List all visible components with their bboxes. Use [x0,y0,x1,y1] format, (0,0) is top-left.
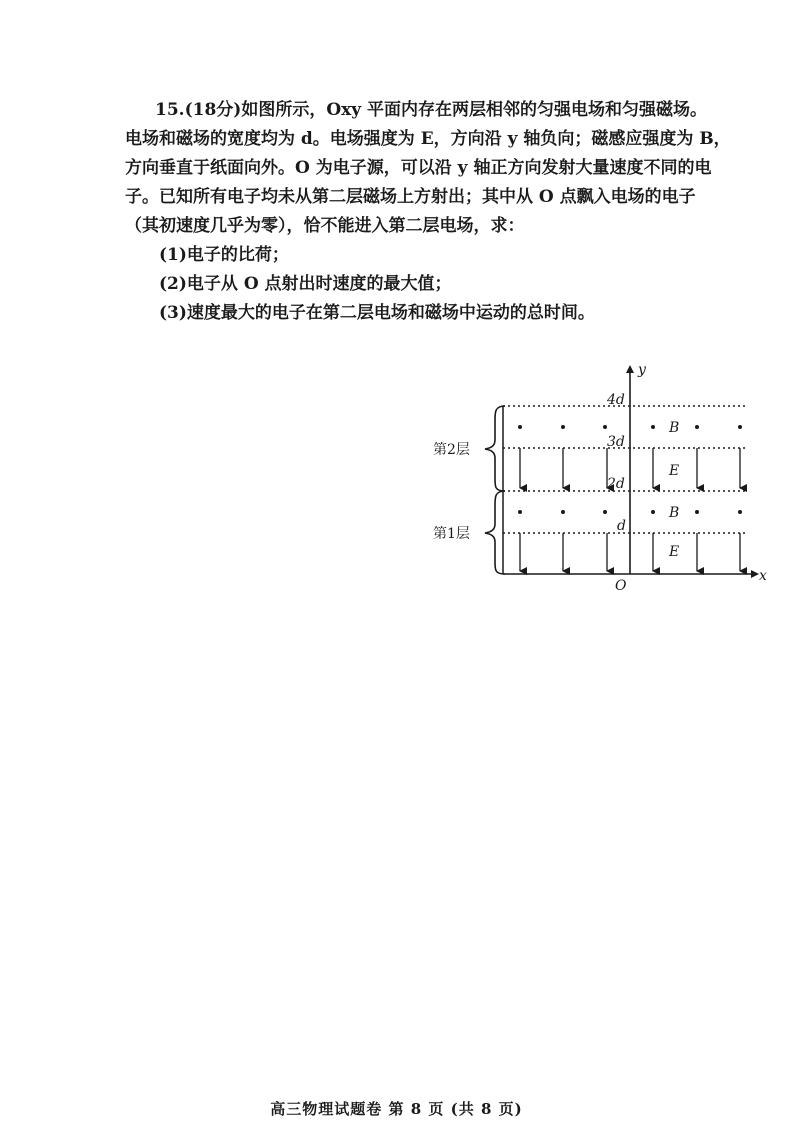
e-field-label-layer-2: E [669,463,680,479]
b-field-dot [518,425,522,429]
question-line: 15.(18分)如图所示，Oxy 平面内存在两层相邻的匀强电场和匀强磁场。 [155,100,708,120]
b-field-dot [518,510,522,514]
y-axis-label: y [638,362,646,378]
question-line: 子。已知所有电子均未从第二层磁场上方射出；其中从 O 点飘入电场的电子 [125,187,696,207]
b-field-dot [651,510,655,514]
b-field-dot [603,510,607,514]
b-field-dot [738,425,742,429]
question-part-3: (3)速度最大的电子在第二层电场和磁场中运动的总时间。 [159,303,595,323]
layer-1-label: 第1层 [433,526,470,542]
question-part-2: (2)电子从 O 点射出时速度的最大值； [159,274,452,294]
b-field-dot [738,510,742,514]
tick-4d: 4d [607,392,625,408]
question-part-1: (1)电子的比荷； [159,245,289,265]
layer-1-brace [485,491,505,574]
b-field-label-layer-1: B [669,505,680,521]
x-axis-label: x [759,568,767,584]
b-field-dot [651,425,655,429]
field-layers-figure [425,360,770,595]
page-footer: 高三物理试题卷 第 8 页 (共 8 页) [270,1100,523,1118]
y-axis-arrow [626,365,634,373]
b-field-dot [561,510,565,514]
question-line: 方向垂直于纸面向外。O 为电子源，可以沿 y 轴正方向发射大量速度不同的电 [125,158,712,178]
b-field-dot [695,510,699,514]
question-15 [125,96,765,328]
tick-d: d [617,518,626,534]
b-field-dot [603,425,607,429]
question-line: （其初速度几乎为零），恰不能进入第二层电场，求： [125,216,525,236]
tick-2d: 2d [607,476,625,492]
e-field-label-layer-1: E [669,544,680,560]
b-field-dot [695,425,699,429]
tick-3d: 3d [607,434,625,450]
question-line: 电场和磁场的宽度均为 d。电场强度为 E，方向沿 y 轴负向；磁感应强度为 B， [125,129,731,149]
layer-2-label: 第2层 [433,442,470,458]
b-field-dot [561,425,565,429]
layer-2-brace [485,406,505,491]
origin-label: O [615,578,627,594]
x-axis-arrow [751,570,759,578]
figure-svg [425,360,770,595]
b-field-label-layer-2: B [669,420,680,436]
